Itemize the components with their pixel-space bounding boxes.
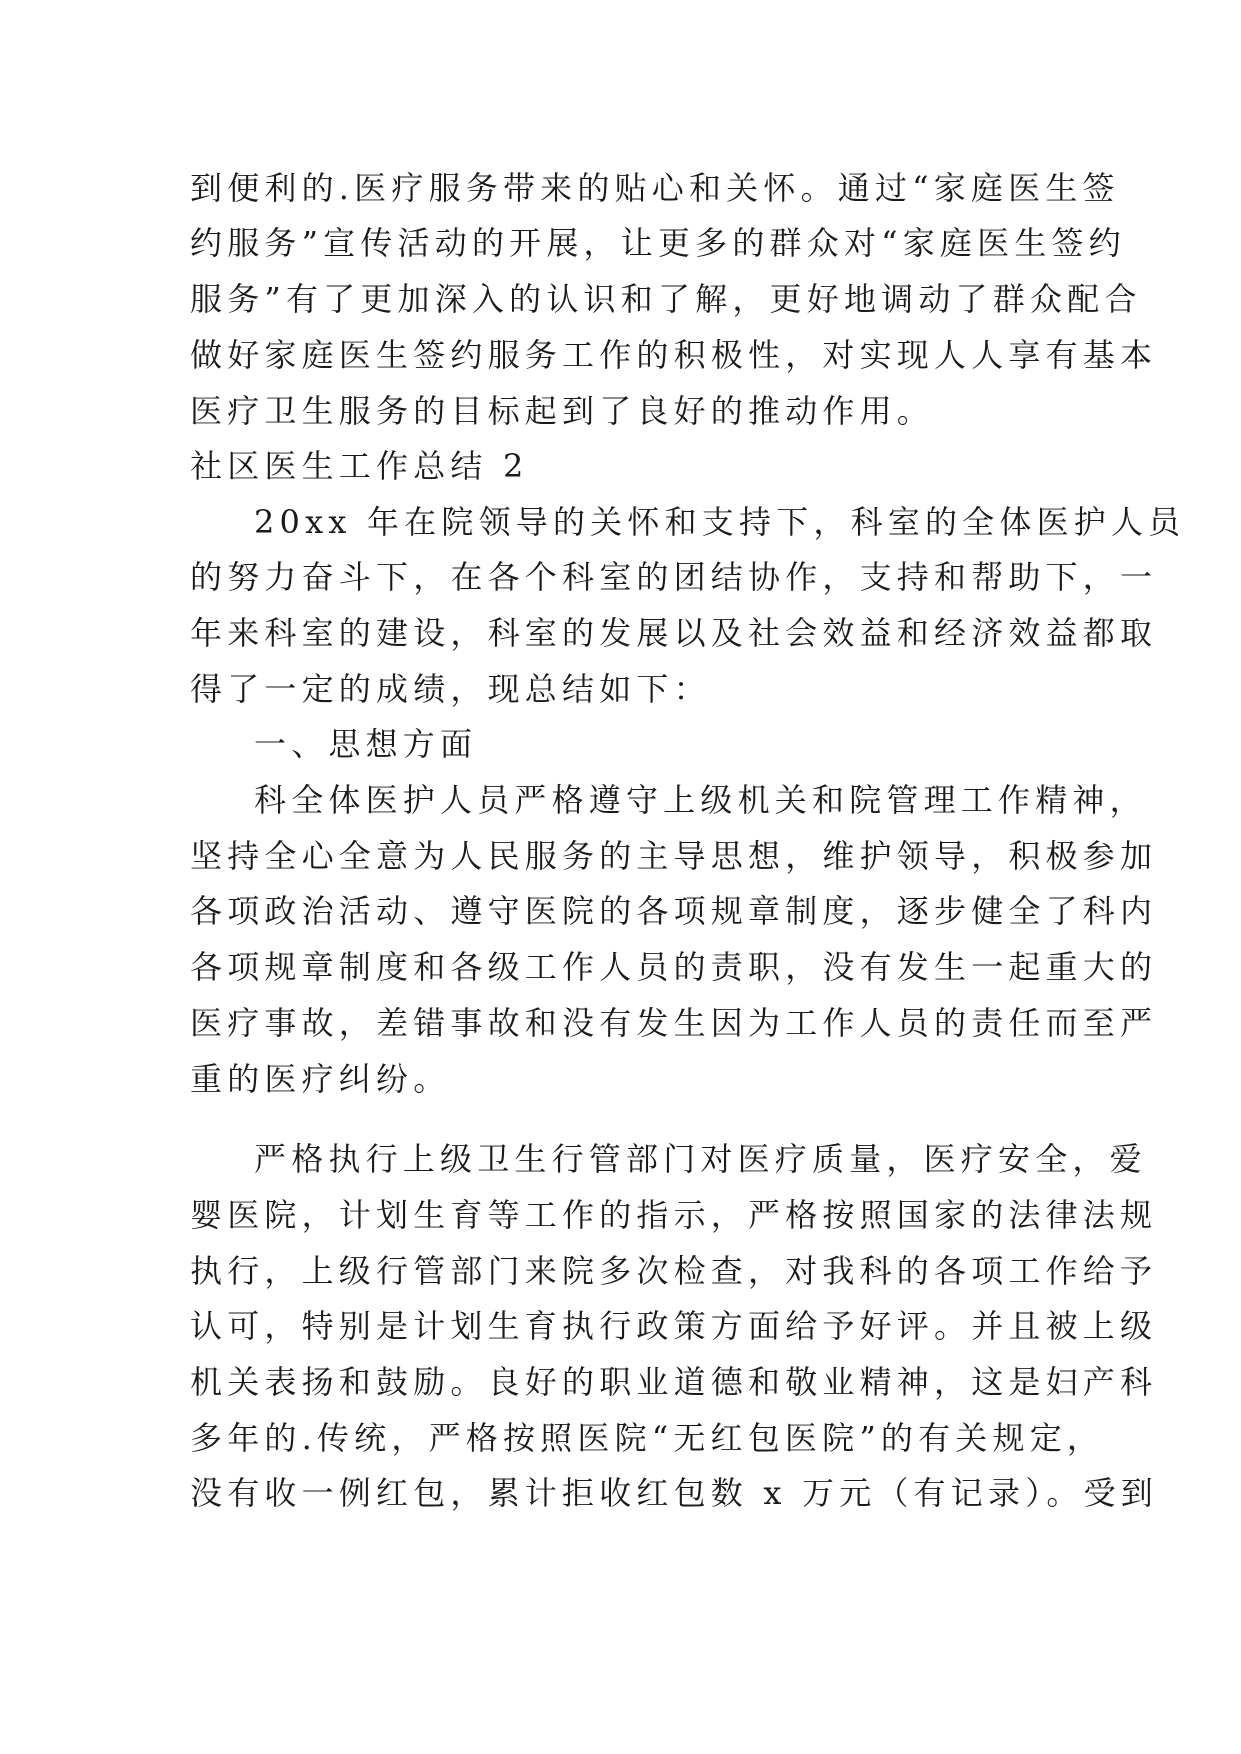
heading-ideology: 一、思想方面 (254, 725, 478, 763)
paragraph-2-line-4: 得了一定的成绩，现总结如下： (190, 670, 711, 708)
paragraph-2-line-2: 的努力奋斗下，在各个科室的团结协作，支持和帮助下，一 (190, 558, 1158, 596)
paragraph-2-line-1: 20xx 年在院领导的关怀和支持下，科室的全体医护人员 (254, 503, 1186, 541)
paragraph-3-line-4: 各项规章制度和各级工作人员的责职，没有发生一起重大的 (190, 948, 1158, 986)
paragraph-4-line-1: 严格执行上级卫生行管部门对医疗质量，医疗安全，爱 (254, 1140, 1147, 1178)
paragraph-3-line-5: 医疗事故，差错事故和没有发生因为工作人员的责任而至严 (190, 1004, 1158, 1042)
paragraph-4-line-5: 机关表扬和鼓励。良好的职业道德和敬业精神，这是妇产科 (190, 1363, 1158, 1401)
paragraph-1-line-3: 服务”有了更加深入的认识和了解，更好地调动了群众配合 (190, 280, 1142, 318)
paragraph-3-line-1: 科全体医护人员严格遵守上级机关和院管理工作精神， (254, 781, 1147, 819)
paragraph-4-line-7: 没有收一例红包，累计拒收红包数 x 万元（有记录）。受到 (190, 1474, 1158, 1512)
paragraph-3-line-2: 坚持全心全意为人民服务的主导思想，维护领导，积极参加 (190, 837, 1158, 875)
paragraph-1-line-2: 约服务”宣传活动的开展，让更多的群众对“家庭医生签约 (190, 224, 1126, 262)
paragraph-4-line-3: 执行，上级行管部门来院多次检查，对我科的各项工作给予 (190, 1252, 1158, 1290)
section-title: 社区医生工作总结 2 (190, 447, 529, 485)
paragraph-2-line-3: 年来科室的建设，科室的发展以及社会效益和经济效益都取 (190, 614, 1158, 652)
paragraph-3-line-3: 各项政治活动、遵守医院的各项规章制度，逐步健全了科内 (190, 892, 1158, 930)
paragraph-4-line-4: 认可，特别是计划生育执行政策方面给予好评。并且被上级 (190, 1307, 1158, 1345)
paragraph-4-line-2: 婴医院，计划生育等工作的指示，严格按照国家的法律法规 (190, 1196, 1158, 1234)
paragraph-4-line-6: 多年的.传统，严格按照医院“无红包医院”的有关规定， (190, 1419, 1105, 1457)
paragraph-3-line-6: 重的医疗纠纷。 (190, 1060, 451, 1098)
paragraph-1-line-5: 医疗卫生服务的目标起到了良好的推动作用。 (190, 392, 935, 430)
paragraph-1-line-1: 到便利的.医疗服务带来的贴心和关怀。通过“家庭医生签 (190, 169, 1120, 207)
paragraph-1-line-4: 做好家庭医生签约服务工作的积极性，对实现人人享有基本 (190, 336, 1158, 374)
